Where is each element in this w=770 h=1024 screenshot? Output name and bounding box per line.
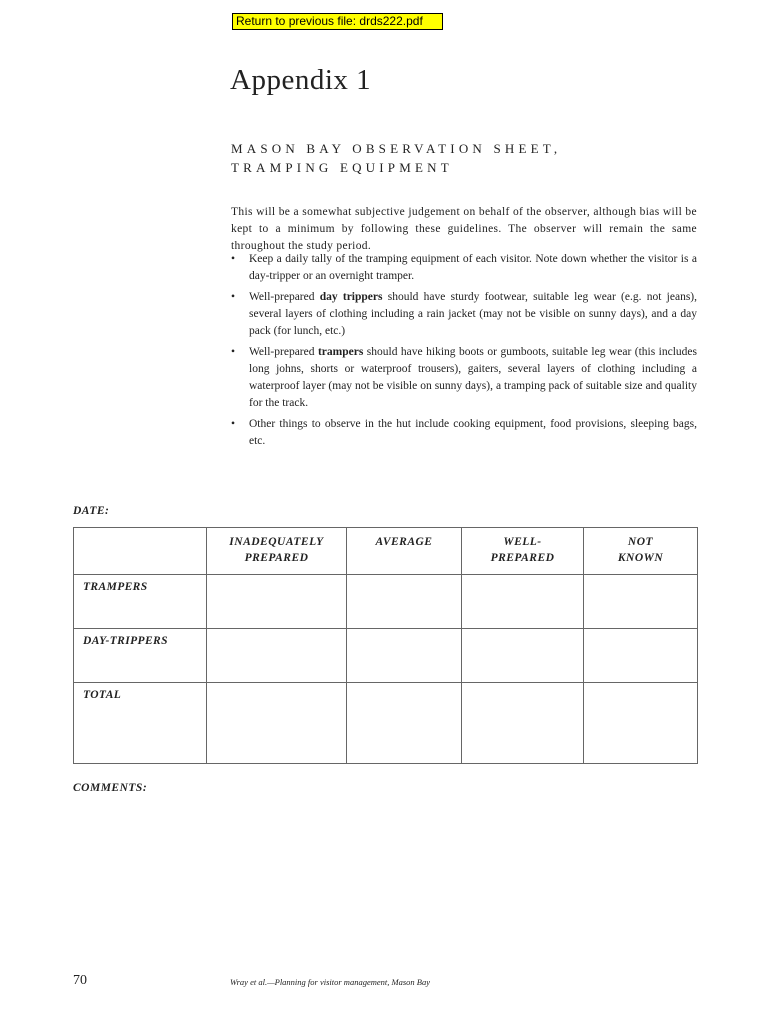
column-header-not-known: NOT KNOWN — [584, 528, 698, 575]
table-row — [74, 683, 698, 764]
guideline-text-post: should have hiking boots or gumboots, suitable leg wear (this includes long johns, shorts or waterproof trousers), gaiters, several layers of clothing including a waterproof layer (may not be visible on sunny days), a tramping pack of suitable size and quality for the track. — [249, 346, 697, 409]
date-label: DATE: — [73, 505, 110, 517]
guideline-item — [231, 289, 697, 340]
tally-cell — [347, 629, 462, 683]
guideline-text: Keep a daily tally of the tramping equipment of each visitor. Note down whether the visitor is a day-tripper or an overnight tramper. — [249, 253, 697, 282]
footer-citation: Wray et al.—Planning for visitor management, Mason Bay — [230, 977, 430, 987]
guideline-emphasis-trampers: trampers — [317, 346, 364, 358]
guideline-text-pre: Well-prepared — [249, 291, 320, 303]
tally-cell — [584, 683, 698, 764]
row-label-trampers: TRAMPERS — [74, 575, 207, 629]
subtitle-line-1: MASON BAY OBSERVATION SHEET, — [231, 141, 562, 156]
return-to-previous-file-link[interactable]: Return to previous file: drds222.pdf — [232, 13, 443, 30]
guideline-list — [231, 251, 697, 454]
subtitle-line-2: TRAMPING EQUIPMENT — [231, 160, 453, 175]
row-label-total: TOTAL — [74, 683, 207, 764]
guideline-item — [231, 416, 697, 450]
column-header-inadequately-prepared: INADEQUATELY PREPARED — [207, 528, 347, 575]
table-row — [74, 629, 698, 683]
guideline-item — [231, 251, 697, 285]
column-header-average: AVERAGE — [347, 528, 462, 575]
comments-label: COMMENTS: — [73, 782, 148, 794]
tally-cell — [462, 629, 584, 683]
tally-cell — [347, 683, 462, 764]
sheet-subtitle — [231, 139, 561, 177]
row-label-day-trippers: DAY-TRIPPERS — [74, 629, 207, 683]
guideline-text-post: should have sturdy footwear, suitable leg wear (e.g. not jeans), several layers of clothing including a rain jacket (may not be visible on sunny days), and a day pack (for lunch, etc.) — [249, 291, 697, 337]
tally-cell — [584, 629, 698, 683]
observation-table — [73, 527, 698, 764]
table-header-row — [74, 528, 698, 575]
tally-cell — [207, 629, 347, 683]
table-row — [74, 575, 698, 629]
guideline-emphasis-day-trippers: day trippers — [319, 291, 383, 303]
guideline-text-pre: Well-prepared — [249, 346, 318, 358]
tally-cell — [207, 575, 347, 629]
table-corner-cell — [74, 528, 207, 575]
tally-cell — [347, 575, 462, 629]
tally-cell — [462, 575, 584, 629]
tally-cell — [584, 575, 698, 629]
tally-cell — [462, 683, 584, 764]
intro-paragraph: This will be a somewhat subjective judgement on behalf of the observer, although bias will be kept to a minimum by following these guidelines. The observer will remain the same throughout the study period. — [231, 205, 697, 252]
page-title: Appendix 1 — [230, 64, 372, 96]
guideline-item — [231, 344, 697, 412]
guideline-text: Other things to observe in the hut include cooking equipment, food provisions, sleeping bags, etc. — [249, 418, 697, 447]
tally-cell — [207, 683, 347, 764]
page-number: 70 — [73, 973, 87, 988]
column-header-well-prepared: WELL- PREPARED — [462, 528, 584, 575]
